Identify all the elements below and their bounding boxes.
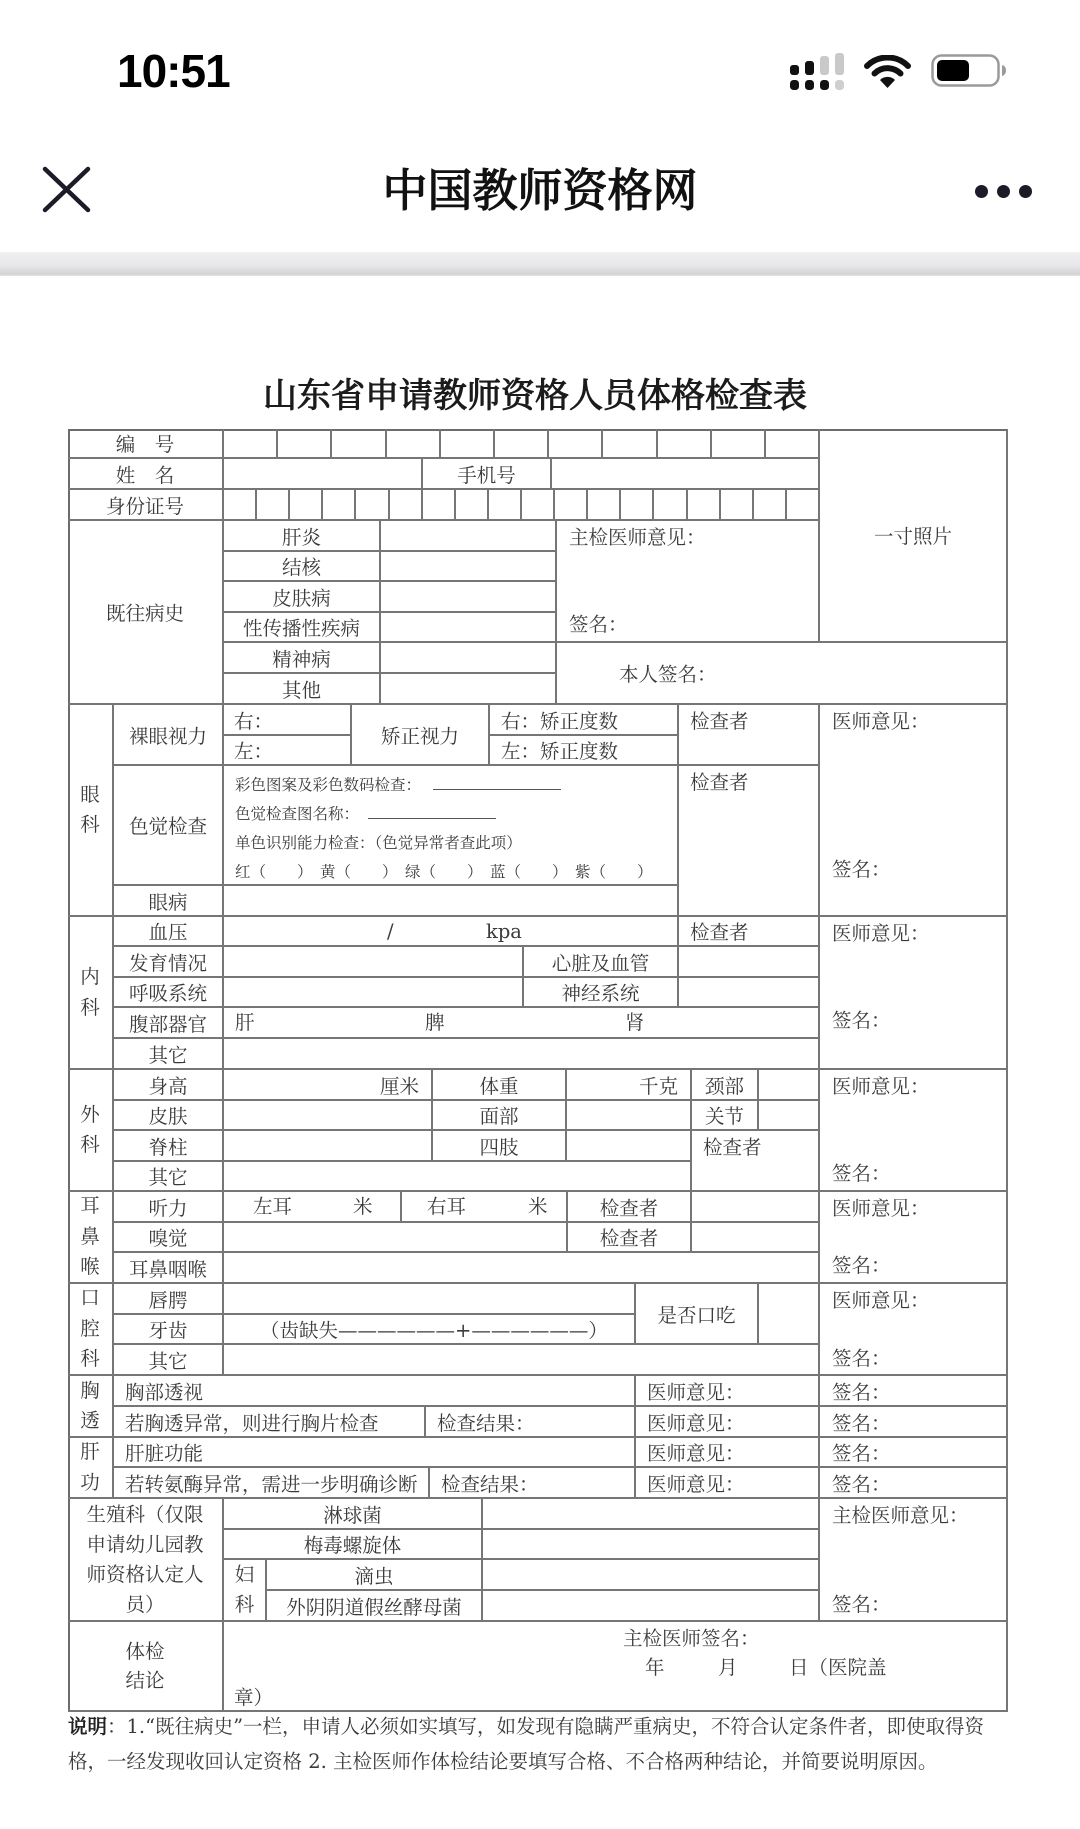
history-item-value — [381, 552, 557, 582]
transaminase-opinion: 医师意见： — [636, 1468, 820, 1499]
smell-label: 嗅觉 — [114, 1223, 224, 1253]
weight-label: 体重 — [433, 1070, 567, 1101]
development-field — [224, 947, 524, 978]
history-item-label: 性传播性疾病 — [224, 613, 381, 643]
right-ear-field — [402, 1192, 568, 1223]
id-digit-box — [688, 490, 721, 521]
transaminase-label: 若转氨酶异常，需进一步明确诊断 — [114, 1468, 430, 1499]
sign-label: 签名： — [832, 1593, 891, 1616]
photo-box: 一寸照片 — [820, 429, 1008, 643]
color-test-blue: 蓝（ ） — [490, 863, 568, 881]
history-item-label: 其他 — [224, 674, 381, 705]
neck-field — [759, 1070, 820, 1101]
day-stamp-label: 日（医院盖 — [789, 1656, 887, 1679]
id-digit-box — [224, 490, 257, 521]
internal-opinion-box — [820, 917, 1008, 1070]
chest-section-text: 胸透 — [80, 1378, 100, 1432]
conclusion-box — [224, 1622, 1008, 1712]
chest-xray-sign: 签名： — [820, 1376, 1008, 1407]
color-chart-text: 色觉检查图名称： — [235, 805, 360, 823]
more-icon — [975, 185, 988, 198]
color-pattern-line — [235, 771, 561, 800]
trichomonas-field — [483, 1560, 820, 1591]
opinion-label: 医师意见： — [832, 710, 930, 733]
color-chart-line — [235, 800, 496, 829]
heart-label: 心脏及血管 — [524, 947, 679, 978]
eye-opinion-box — [820, 705, 1008, 917]
color-test-items — [235, 858, 660, 887]
serial-digit-box — [224, 429, 278, 459]
self-sign-label: 本人签名： — [619, 663, 717, 686]
chest-film-result: 检查结果： — [426, 1407, 636, 1438]
vision-examiner: 检查者 — [679, 705, 820, 766]
skin-field — [224, 1101, 433, 1131]
more-icon — [997, 185, 1010, 198]
hearing-label: 听力 — [114, 1192, 224, 1223]
history-item-label: 皮肤病 — [224, 582, 381, 613]
history-label: 既往病史 — [68, 521, 224, 705]
liver-label: 肝 — [235, 1011, 255, 1034]
surgery-section-text: 外科 — [80, 1102, 100, 1156]
footnote-label: 说明 — [68, 1715, 108, 1738]
candida-label: 外阴阴道假丝酵母菌 — [267, 1591, 483, 1622]
stamp-end-label: 章） — [234, 1686, 274, 1709]
ent-section-label — [68, 1192, 114, 1284]
surgery-other-label: 其它 — [114, 1162, 224, 1192]
serial-digit-box — [603, 429, 658, 459]
sign-label: 签名： — [832, 858, 891, 881]
gynecology-label — [224, 1560, 267, 1622]
right-correction: 右：矫正度数 — [490, 705, 679, 736]
status-time: 10:51 — [117, 45, 230, 97]
lips-field — [224, 1284, 636, 1315]
history-item-label: 肝炎 — [224, 521, 381, 552]
syphilis-label: 梅毒螺旋体 — [224, 1530, 483, 1560]
opinion-label: 医师意见： — [832, 922, 930, 945]
id-digit-box — [588, 490, 621, 521]
abdominal-label: 腹部器官 — [114, 1008, 224, 1039]
nervous-label: 神经系统 — [524, 978, 679, 1008]
spleen-label: 脾 — [425, 1011, 445, 1034]
serial-digit-box — [278, 429, 332, 459]
id-digit-box — [787, 490, 820, 521]
hearing-examiner-field — [692, 1192, 820, 1223]
sign-label: 签名： — [832, 1254, 891, 1277]
serial-digit-box — [387, 429, 441, 459]
trichomonas-label: 滴虫 — [267, 1560, 483, 1591]
surgery-section-label — [68, 1070, 114, 1192]
oral-opinion-box — [820, 1284, 1008, 1376]
id-digit-box — [489, 490, 522, 521]
id-digit-box — [621, 490, 654, 521]
opinion-label: 医师意见： — [832, 1075, 930, 1098]
history-chief-opinion-box — [557, 521, 820, 643]
transaminase-result: 检查结果： — [430, 1468, 636, 1499]
oral-other-field — [224, 1345, 820, 1376]
sign-label: 签名： — [832, 1009, 891, 1032]
respiratory-label: 呼吸系统 — [114, 978, 224, 1008]
surgery-opinion-box — [820, 1070, 1008, 1192]
color-test-purple: 紫（ ） — [575, 863, 653, 881]
mono-color-line: 单色识别能力检查：（色觉异常者查此项） — [235, 834, 522, 852]
candida-field — [483, 1591, 820, 1622]
limbs-field — [567, 1131, 692, 1162]
weight-field: 千克 — [567, 1070, 692, 1101]
color-pattern-text: 彩色图案及彩色数码检查： — [235, 776, 422, 794]
blank-underline — [368, 804, 496, 819]
liver-function-sign: 签名： — [820, 1438, 1008, 1468]
serial-digit-box — [495, 429, 549, 459]
id-digit-box — [555, 490, 588, 521]
face-field — [567, 1101, 692, 1131]
id-digit-box — [323, 490, 356, 521]
id-digit-box — [721, 490, 754, 521]
transaminase-sign: 签名： — [820, 1468, 1008, 1499]
close-icon — [42, 166, 92, 214]
gonorrhea-label: 淋球菌 — [224, 1499, 483, 1530]
eye-section-text: 眼科 — [80, 782, 100, 836]
footnote-text-1: ：1.“既往病史”一栏，申请人必须如实填写，如发现有隐瞒严重病史，不符合认定条件者，即使取得资 — [107, 1715, 985, 1738]
eye-disease-label: 眼病 — [114, 886, 224, 917]
chief-sign-label: 主检医师签名： — [623, 1627, 760, 1650]
serial-digit-box — [658, 429, 712, 459]
dual-sim-signal-icon — [790, 53, 844, 91]
name-field — [224, 459, 423, 490]
serial-label: 编 号 — [68, 429, 224, 459]
serial-digit-box — [712, 429, 766, 459]
self-sign-box — [557, 643, 1008, 705]
left-ear-label: 左耳 — [253, 1195, 293, 1218]
close-button[interactable] — [36, 160, 98, 220]
skin-label: 皮肤 — [114, 1101, 224, 1131]
sign-label: 签名： — [832, 1347, 891, 1370]
id-digit-box — [290, 490, 323, 521]
battery-icon — [931, 54, 1007, 87]
chief-opinion-label: 主检医师意见： — [832, 1504, 969, 1527]
year-label: 年 — [645, 1656, 665, 1679]
liver-function-label: 肝脏功能 — [114, 1438, 636, 1468]
throat-label: 耳鼻咽喉 — [114, 1253, 224, 1284]
throat-field — [224, 1253, 820, 1284]
id-digit-box — [356, 490, 390, 521]
serial-digit-box — [332, 429, 387, 459]
respiratory-field — [224, 978, 524, 1008]
serial-digit-box — [441, 429, 495, 459]
joint-label: 关节 — [692, 1101, 759, 1131]
history-item-label: 精神病 — [224, 643, 381, 674]
color-vision-examiner: 检查者 — [679, 766, 820, 917]
history-item-value — [381, 521, 557, 552]
right-ear-label: 右耳 — [427, 1195, 467, 1218]
left-correction: 左：矫正度数 — [490, 736, 679, 766]
internal-other-field — [224, 1039, 820, 1070]
chief-opinion-label: 主检医师意见： — [569, 526, 706, 549]
id-digit-box — [754, 490, 787, 521]
reproductive-section-text: 生殖科（仅限申请幼儿园教师资格认定人员） — [86, 1502, 204, 1616]
left-ear-field — [224, 1192, 402, 1223]
internal-other-label: 其它 — [114, 1039, 224, 1070]
teeth-field: （齿缺失——————+——————） — [224, 1315, 636, 1345]
meter-unit: 米 — [528, 1195, 548, 1218]
id-digit-box — [257, 490, 290, 521]
neck-label: 颈部 — [692, 1070, 759, 1101]
conclusion-text: 体检结论 — [125, 1640, 165, 1692]
eye-disease-field — [224, 886, 679, 917]
footnote-line-1 — [68, 1710, 984, 1744]
naked-vision-label: 裸眼视力 — [114, 705, 224, 766]
reproductive-section-label — [68, 1499, 224, 1622]
serial-digit-box — [766, 429, 820, 459]
face-label: 面部 — [433, 1101, 567, 1131]
id-digit-box — [654, 490, 688, 521]
opinion-label: 医师意见： — [832, 1197, 930, 1220]
height-field: 厘米 — [224, 1070, 433, 1101]
liver-function-opinion: 医师意见： — [636, 1438, 820, 1468]
id-digit-box — [456, 490, 489, 521]
conclusion-label — [68, 1622, 224, 1712]
wifi-icon — [864, 55, 911, 89]
history-item-value — [381, 613, 557, 643]
footnote-text-2: 格，一经发现收回认定资格 2. 主检医师作体检结论要填写合格、不合格两种结论，并简要说明原因。 — [68, 1750, 938, 1773]
chest-section-label — [68, 1376, 114, 1438]
chest-film-opinion: 医师意见： — [636, 1407, 820, 1438]
bp-separator: / — [387, 920, 394, 943]
abdominal-field — [224, 1008, 820, 1039]
history-item-value — [381, 582, 557, 613]
footnote-line-2 — [68, 1745, 938, 1779]
ent-opinion-box — [820, 1192, 1008, 1284]
color-test-green: 绿（ ） — [405, 863, 483, 881]
height-label: 身高 — [114, 1070, 224, 1101]
teeth-label: 牙齿 — [114, 1315, 224, 1345]
nav-divider — [0, 252, 1080, 276]
color-test-yellow: 黄（ ） — [320, 863, 398, 881]
chest-film-label: 若胸透异常，则进行胸片检查 — [114, 1407, 426, 1438]
opinion-label: 医师意见： — [832, 1289, 930, 1312]
smell-examiner-label: 检查者 — [568, 1223, 692, 1253]
color-vision-label: 色觉检查 — [114, 766, 224, 886]
smell-field — [224, 1223, 568, 1253]
bp-unit: kpa — [486, 920, 522, 943]
history-item-value — [381, 643, 557, 674]
stutter-field — [759, 1284, 820, 1345]
name-label: 姓 名 — [68, 459, 224, 490]
oral-other-label: 其它 — [114, 1345, 224, 1376]
naked-vision-left: 左： — [224, 736, 352, 766]
oral-section-label — [68, 1284, 114, 1376]
surgery-examiner: 检查者 — [692, 1131, 820, 1192]
internal-section-text: 内科 — [80, 965, 100, 1019]
limbs-label: 四肢 — [433, 1131, 567, 1162]
id-label: 身份证号 — [68, 490, 224, 521]
kidney-label: 肾 — [625, 1011, 645, 1034]
development-label: 发育情况 — [114, 947, 224, 978]
spine-field — [224, 1131, 433, 1162]
bp-examiner: 检查者 — [679, 917, 820, 947]
bp-label: 血压 — [114, 917, 224, 947]
phone-label: 手机号 — [423, 459, 552, 490]
heart-field — [679, 947, 820, 978]
form-title: 山东省申请教师资格人员体格检查表 — [263, 376, 807, 416]
spine-label: 脊柱 — [114, 1131, 224, 1162]
stutter-label: 是否口吃 — [636, 1284, 759, 1345]
liver-section-label — [68, 1438, 114, 1499]
month-label: 月 — [718, 1656, 738, 1679]
phone-field — [552, 459, 820, 490]
page-title: 中国教师资格网 — [382, 164, 698, 217]
eye-section-label — [68, 705, 114, 917]
color-vision-details — [224, 766, 679, 886]
oral-section-text: 口腔科 — [80, 1286, 100, 1371]
sign-label: 签名： — [569, 613, 628, 636]
color-test-red: 红（ ） — [235, 863, 313, 881]
id-digit-box — [522, 490, 555, 521]
chest-xray-opinion: 医师意见： — [636, 1376, 820, 1407]
smell-examiner-field — [692, 1223, 820, 1253]
history-item-label: 结核 — [224, 552, 381, 582]
chest-xray-label: 胸部透视 — [114, 1376, 636, 1407]
ent-section-text: 耳鼻喉 — [80, 1194, 100, 1279]
bp-field — [224, 917, 679, 947]
chest-film-sign: 签名： — [820, 1407, 1008, 1438]
id-digit-box — [423, 490, 456, 521]
more-icon — [1019, 185, 1032, 198]
lips-label: 唇腭 — [114, 1284, 224, 1315]
nervous-field — [679, 978, 820, 1008]
gonorrhea-field — [483, 1499, 820, 1530]
liver-section-text: 肝功 — [80, 1440, 100, 1494]
reproductive-chief-opinion-box — [820, 1499, 1008, 1622]
history-item-value — [381, 674, 557, 705]
id-digit-box — [390, 490, 423, 521]
corrected-vision-label: 矫正视力 — [352, 705, 490, 766]
gynecology-text: 妇科 — [234, 1562, 255, 1616]
syphilis-field — [483, 1530, 820, 1560]
blank-underline — [433, 775, 561, 790]
hearing-examiner-label: 检查者 — [568, 1192, 692, 1223]
more-menu-button[interactable] — [966, 172, 1040, 210]
internal-section-label — [68, 917, 114, 1070]
sign-label: 签名： — [832, 1162, 891, 1185]
surgery-other-field — [224, 1162, 692, 1192]
naked-vision-right: 右： — [224, 705, 352, 736]
joint-field — [759, 1101, 820, 1131]
meter-unit: 米 — [353, 1195, 373, 1218]
serial-digit-box — [549, 429, 603, 459]
